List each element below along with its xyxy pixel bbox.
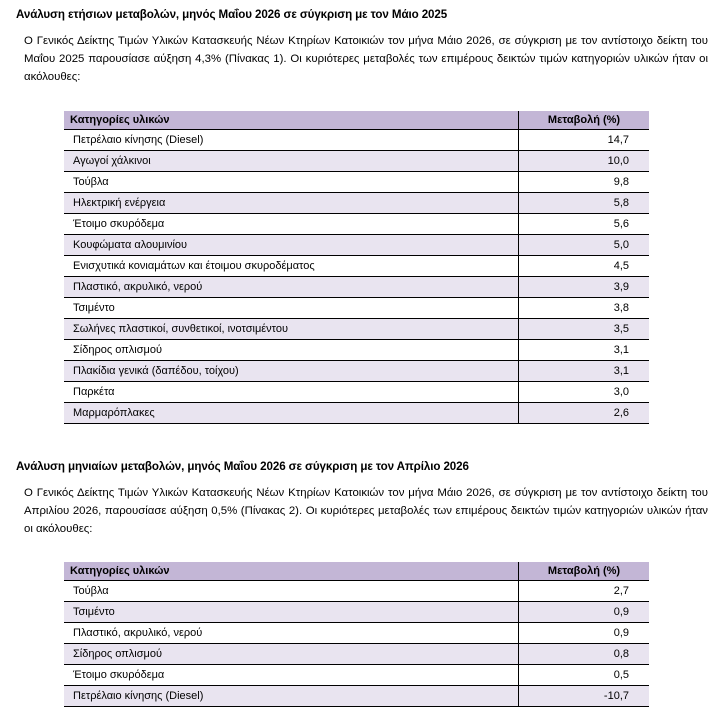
monthly-heading: Ανάλυση μηνιαίων μεταβολών, μηνός Μαΐου 2026 σε σύγκριση με τον Απρίλιο 2026 bbox=[16, 460, 469, 473]
change-value-cell: 14,7 bbox=[519, 130, 650, 151]
change-column-header: Μεταβολή (%) bbox=[519, 562, 650, 581]
table-row bbox=[64, 403, 649, 424]
category-cell: Ηλεκτρική ενέργεια bbox=[64, 193, 519, 214]
annual-table-body bbox=[64, 130, 649, 424]
annual-paragraph: Ο Γενικός Δείκτης Τιμών Υλικών Κατασκευής Νέων Κτηρίων Κατοικιών τον μήνα Μάιο 2026, σε σύγκριση με τον αντίστοιχο δείκτη του Μαΐου 2025 παρουσίασε αύξηση 4,3% (Πίνακας 1). Οι κυριότερες μεταβολές των επιμέρους δεικτών τιμών κατηγοριών υλικών ήταν οι ακόλουθες: bbox=[24, 35, 708, 83]
table-row bbox=[64, 602, 649, 623]
table-row bbox=[64, 686, 649, 707]
table-header-row bbox=[64, 562, 649, 581]
category-cell: Σίδηρος οπλισμού bbox=[64, 644, 519, 665]
table-row bbox=[64, 581, 649, 602]
category-cell: Πετρέλαιο κίνησης (Diesel) bbox=[64, 686, 519, 707]
category-cell: Παρκέτα bbox=[64, 382, 519, 403]
table-row bbox=[64, 193, 649, 214]
table-row bbox=[64, 340, 649, 361]
category-cell: Πλαστικό, ακρυλικό, νερού bbox=[64, 277, 519, 298]
change-value-cell: 3,1 bbox=[519, 340, 650, 361]
table-row bbox=[64, 151, 649, 172]
table-row bbox=[64, 644, 649, 665]
table-row bbox=[64, 172, 649, 193]
change-value-cell: 9,8 bbox=[519, 172, 650, 193]
table-row bbox=[64, 298, 649, 319]
table-row bbox=[64, 130, 649, 151]
change-value-cell: -10,7 bbox=[519, 686, 650, 707]
change-value-cell: 5,8 bbox=[519, 193, 650, 214]
category-cell: Τούβλα bbox=[64, 172, 519, 193]
change-value-cell: 3,0 bbox=[519, 382, 650, 403]
table-row bbox=[64, 382, 649, 403]
monthly-section bbox=[0, 460, 722, 702]
change-value-cell: 2,7 bbox=[519, 581, 650, 602]
table-row bbox=[64, 623, 649, 644]
change-value-cell: 10,0 bbox=[519, 151, 650, 172]
category-cell: Κουφώματα αλουμινίου bbox=[64, 235, 519, 256]
change-value-cell: 4,5 bbox=[519, 256, 650, 277]
change-value-cell: 3,1 bbox=[519, 361, 650, 382]
category-column-header: Κατηγορίες υλικών bbox=[64, 562, 519, 581]
category-cell: Μαρμαρόπλακες bbox=[64, 403, 519, 424]
monthly-table-body bbox=[64, 581, 649, 707]
table-row bbox=[64, 235, 649, 256]
table-row bbox=[64, 665, 649, 686]
category-column-header: Κατηγορίες υλικών bbox=[64, 111, 519, 130]
monthly-table bbox=[64, 562, 649, 707]
annual-table bbox=[64, 111, 649, 424]
annual-heading: Ανάλυση ετήσιων μεταβολών, μηνός Μαΐου 2026 σε σύγκριση με τον Μάιο 2025 bbox=[16, 8, 448, 21]
change-value-cell: 3,9 bbox=[519, 277, 650, 298]
category-cell: Τούβλα bbox=[64, 581, 519, 602]
change-value-cell: 3,5 bbox=[519, 319, 650, 340]
monthly-paragraph: Ο Γενικός Δείκτης Τιμών Υλικών Κατασκευής Νέων Κτηρίων Κατοικιών τον μήνα Μάιο 2026, σε σύγκριση με τον αντίστοιχο δείκτη του Απριλίου 2026, παρουσίασε αύξηση 0,5% (Πίνακας 2). Οι κυριότερες μεταβολές των επιμέρους δεικτών τιμών κατηγοριών υλικών ήταν οι ακόλουθες: bbox=[24, 487, 708, 535]
table-header-row bbox=[64, 111, 649, 130]
table-row bbox=[64, 214, 649, 235]
change-column-header: Μεταβολή (%) bbox=[519, 111, 650, 130]
change-value-cell: 0,8 bbox=[519, 644, 650, 665]
annual-section bbox=[0, 8, 722, 419]
change-value-cell: 5,0 bbox=[519, 235, 650, 256]
change-value-cell: 0,9 bbox=[519, 623, 650, 644]
category-cell: Πλακίδια γενικά (δαπέδου, τοίχου) bbox=[64, 361, 519, 382]
category-cell: Πετρέλαιο κίνησης (Diesel) bbox=[64, 130, 519, 151]
change-value-cell: 3,8 bbox=[519, 298, 650, 319]
category-cell: Τσιμέντο bbox=[64, 298, 519, 319]
category-cell: Σίδηρος οπλισμού bbox=[64, 340, 519, 361]
category-cell: Ενισχυτικά κονιαμάτων και έτοιμου σκυροδέματος bbox=[64, 256, 519, 277]
change-value-cell: 0,5 bbox=[519, 665, 650, 686]
change-value-cell: 0,9 bbox=[519, 602, 650, 623]
change-value-cell: 2,6 bbox=[519, 403, 650, 424]
category-cell: Αγωγοί χάλκινοι bbox=[64, 151, 519, 172]
category-cell: Έτοιμο σκυρόδεμα bbox=[64, 214, 519, 235]
change-value-cell: 5,6 bbox=[519, 214, 650, 235]
category-cell: Σωλήνες πλαστικοί, συνθετικοί, ινοτσιμέντου bbox=[64, 319, 519, 340]
category-cell: Πλαστικό, ακρυλικό, νερού bbox=[64, 623, 519, 644]
table-row bbox=[64, 277, 649, 298]
category-cell: Έτοιμο σκυρόδεμα bbox=[64, 665, 519, 686]
table-row bbox=[64, 361, 649, 382]
category-cell: Τσιμέντο bbox=[64, 602, 519, 623]
table-row bbox=[64, 256, 649, 277]
table-row bbox=[64, 319, 649, 340]
